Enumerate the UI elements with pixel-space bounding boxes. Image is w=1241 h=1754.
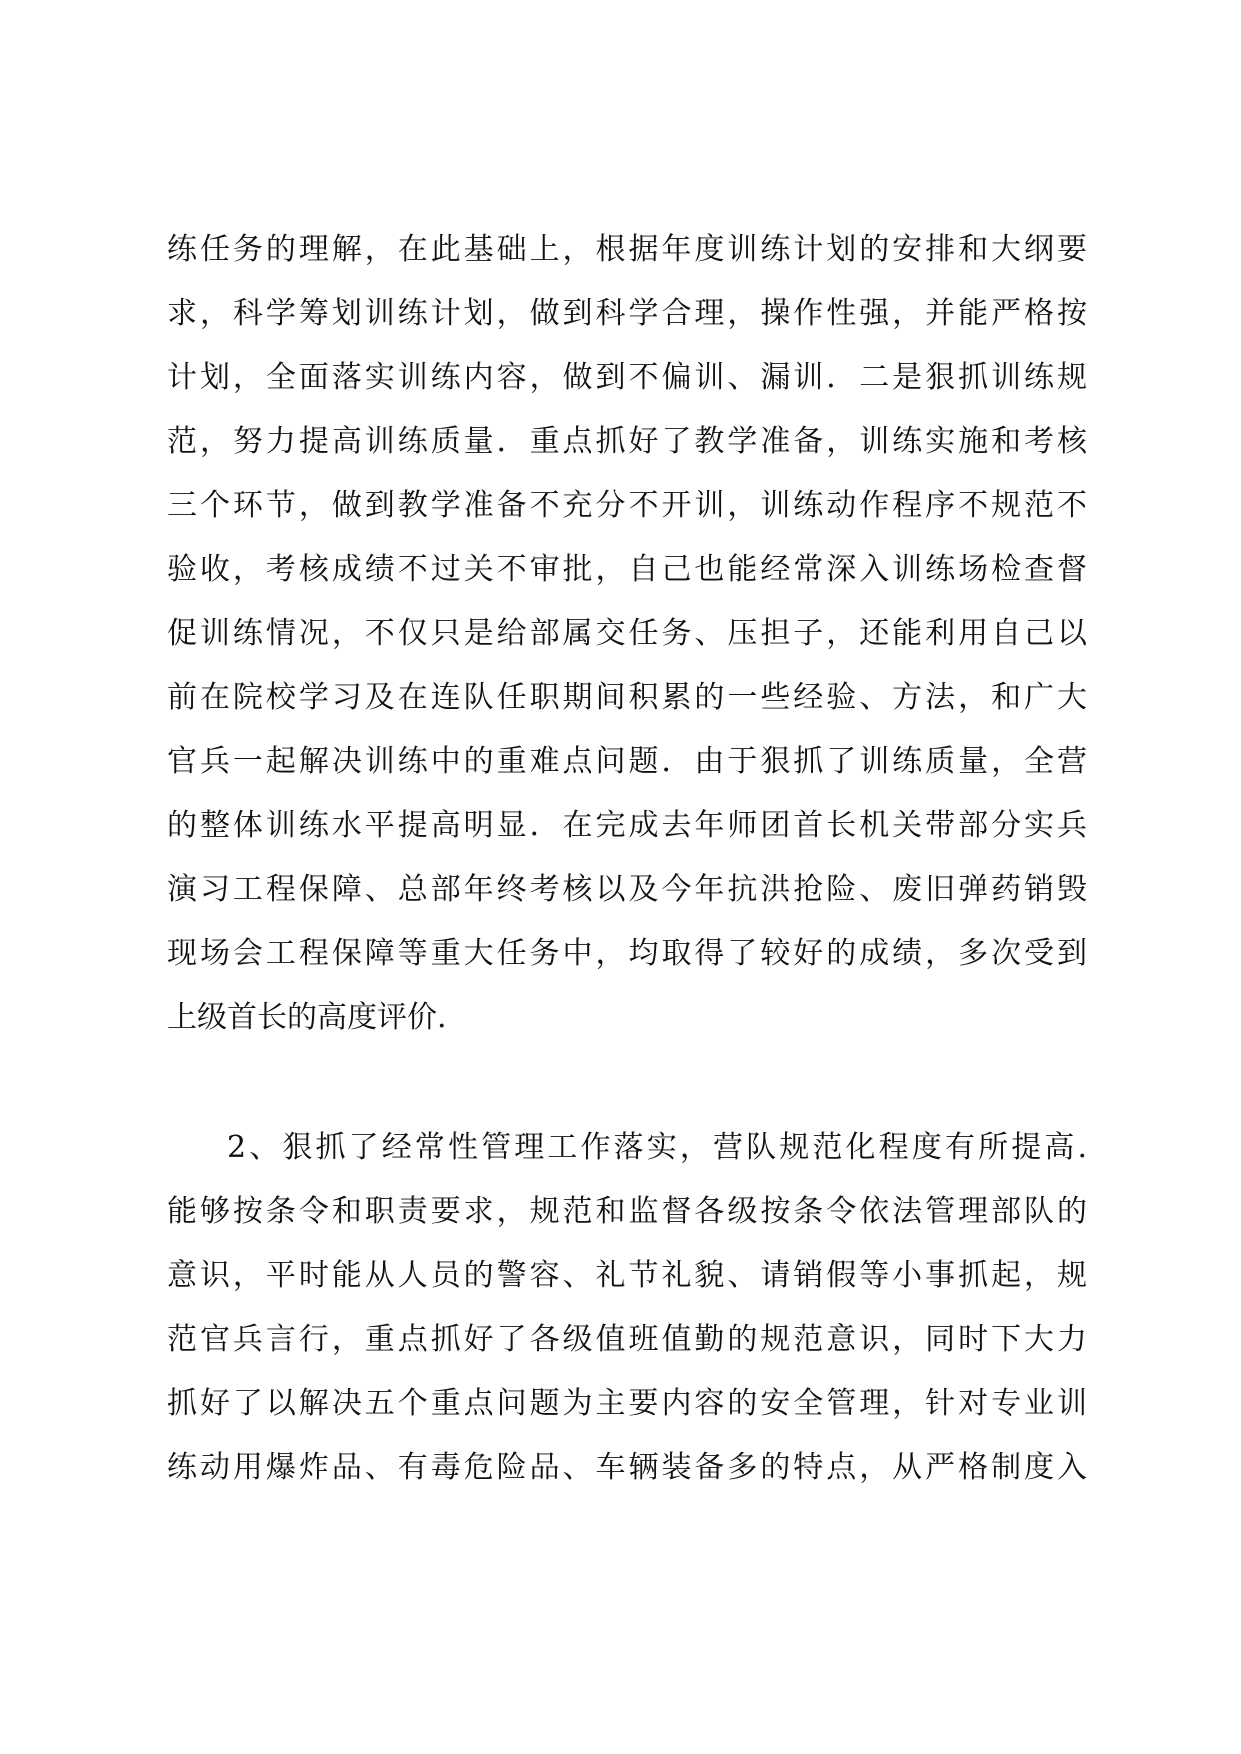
text-line: 官兵一起解决训练中的重难点问题．由于狠抓了训练质量，全营 [167, 744, 1087, 779]
text-line: 促训练情况，不仅只是给部属交任务、压担子，还能利用自己以 [167, 616, 1087, 651]
text-line: 能够按条令和职责要求，规范和监督各级按条令依法管理部队的 [167, 1194, 1087, 1229]
text-line: 现场会工程保障等重大任务中，均取得了较好的成绩，多次受到 [167, 936, 1087, 971]
text-line: 求，科学筹划训练计划，做到科学合理，操作性强，并能严格按 [167, 296, 1087, 331]
text-line: 上级首长的高度评价. [167, 1000, 447, 1035]
text-line: 三个环节，做到教学准备不充分不开训，训练动作程序不规范不 [167, 488, 1087, 523]
text-line: 范，努力提高训练质量．重点抓好了教学准备，训练实施和考核 [167, 424, 1087, 459]
text-line: 范官兵言行，重点抓好了各级值班值勤的规范意识，同时下大力 [167, 1322, 1087, 1357]
paragraph-management [167, 1116, 1087, 1500]
text-line: 验收，考核成绩不过关不审批，自己也能经常深入训练场检查督 [167, 552, 1087, 587]
text-line: 2、狠抓了经常性管理工作落实，营队规范化程度有所提高. [227, 1130, 1087, 1165]
paragraph-training [167, 218, 1087, 1050]
text-line: 意识，平时能从人员的警容、礼节礼貌、请销假等小事抓起，规 [167, 1258, 1087, 1293]
text-line: 的整体训练水平提高明显．在完成去年师团首长机关带部分实兵 [167, 808, 1087, 843]
text-line: 练动用爆炸品、有毒危险品、车辆装备多的特点，从严格制度入 [167, 1450, 1087, 1485]
text-line: 演习工程保障、总部年终考核以及今年抗洪抢险、废旧弹药销毁 [167, 872, 1087, 907]
text-line: 抓好了以解决五个重点问题为主要内容的安全管理，针对专业训 [167, 1386, 1087, 1421]
text-line: 练任务的理解，在此基础上，根据年度训练计划的安排和大纲要 [167, 232, 1087, 267]
text-line: 前在院校学习及在连队任职期间积累的一些经验、方法，和广大 [167, 680, 1087, 715]
text-line: 计划，全面落实训练内容，做到不偏训、漏训．二是狠抓训练规 [167, 360, 1087, 395]
